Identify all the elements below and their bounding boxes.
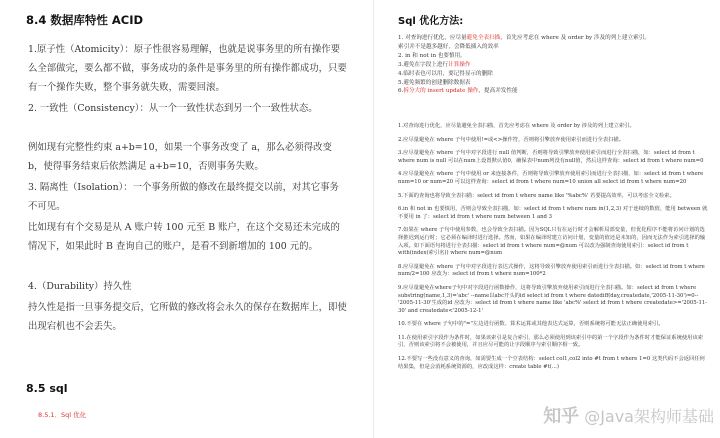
zhihu-watermark: 知乎 @Java架构师基础 (543, 406, 714, 427)
tip-line: 4.临时表也可以用，要记得显示的删除 (398, 70, 493, 77)
para-durability: 持久性是指一旦事务提交后，它所做的修改将会永久的保存在数据库上，即使出现宕机也不会丢失。 (28, 302, 347, 332)
sql-optimization-link[interactable]: 8.5.1．Sql 优化 (38, 411, 87, 419)
optimization-items (398, 123, 710, 377)
list-item: 11.在使用索引字段作为条件时，如果该索引是复合索引，那么必须使用到该索引中的第一个字段作为条件时才能保证系统使用该索引，否则该索引将不会被使用，并且应尽可能的让字段顺序与索引顺序相一致。 (398, 334, 704, 349)
list-item: 4.应尽量避免在 where 子句中使用 or 来连接条件，否则将导致引擎放弃使用索引而进行全表扫描，如：select id from t where num=10 or num=20 可以这样查询：select id from t where num=10 union all select id from t where num=20 (398, 171, 704, 185)
section-title-sql: 8.5 sql (26, 382, 68, 395)
list-item: 2.应尽量避免在 where 子句中使用!=或<>操作符，否则将引擎放弃使用索引而进行全表扫描。 (398, 136, 625, 143)
para-isolation-example: 比如现有有个交易是从 A 账户转 100 元至 B 账户，在这个交易还未完成的情况下，如果此时 B 查询自己的账户，是看不到新增加的 100 元的。 (28, 222, 340, 252)
optimization-tips (398, 34, 708, 96)
tip-line: 2. in 和 not in 也要慎用。 (398, 52, 466, 59)
tip-line: 索引并不是越多越好，会降低插入的效率 (398, 43, 499, 50)
para-consistency-example: 例如现有完整性约束 a+b=10，如果一个事务改变了 a，那么必须得改变 b，使得事务结束后依然满足 a+b=10，否则事务失败。 (28, 142, 332, 172)
sql-optimization-title: Sql 优化方法: (398, 16, 464, 27)
tip-line: 6.拆分大的 insert update 操作，提高并发性能 (398, 88, 518, 95)
list-item: 12.不要写一些没有意义的查询，如需要生成一个空表结构：select col1,col2 into #t from t where 1=0 这类代码不会返回任何结果集，但是会消耗系统资源的，应改成这样：create table #t(...) (398, 356, 705, 370)
para-consistency: 2. 一致性（Consistency）：从一个一致性状态到另一个一致性状态。 (28, 103, 318, 114)
tip-line: 1. 对查询进行优化，应尽量避免全表扫描，首先应考虑在 where 及 order by 涉及的列上建立索引。 (398, 35, 650, 41)
list-item: 8.应尽量避免在 where 子句中对字段进行表达式操作，这将导致引擎放弃使用索引而进行全表扫描。如：select id from t where num/2=100 应改为：select id from t where num=100*2 (398, 263, 705, 278)
list-item: 1.对查询进行优化，应尽量避免全表扫描，首先应考虑在 where 及 order by 涉及的列上建立索引。 (398, 123, 635, 129)
para-isolation: 3. 隔离性（Isolation）：一个事务所做的修改在最终提交以前，对其它事务不可见。 (28, 182, 339, 212)
para-durability-heading: 4.（Durability）持久性 (28, 281, 132, 292)
list-item: 5.下面的查询也将导致全表扫描：select id from t where name like '%abc%' 若要提高效率，可以考虑全文检索。 (398, 192, 675, 199)
list-item: 9.应尽量避免在where子句中对字段进行函数操作，这将导致引擎放弃使用索引而进行全表扫描。如：select id from t where substring(name,1,3)='abc' --name以abc开头的id select id from t where datediff(day,createdate,'2005-11-30')=0--'2005-11-30'生成的id 应改为：select id from t where name like 'abc%' select id from t where createdate>='2005-11-30' and createdate<'2005-12-1' (398, 284, 707, 314)
page-divider (373, 0, 374, 438)
list-item: 3.应尽量避免在 where 子句中对字段进行 null 值判断，否则将导致引擎放弃使用索引而进行全表扫描，如：select id from t where num is null 可以在num上设置默认值0，确保表中num列没有null值，然后这样查询：select id from t where num=0 (398, 150, 704, 164)
list-item: 10.不要在 where 子句中的"="左边进行函数、算术运算或其他表达式运算，否则系统将可能无法正确使用索引。 (398, 321, 664, 328)
tip-line: 5.避免频繁的创建删除数据表 (398, 79, 471, 86)
list-item: 6.in 和 not in 也要慎用，否则会导致全表扫描，如：select id from t where num in(1,2,3) 对于连续的数值，能用 between 就不要用 in 了：select id from t where num between 1 and 3 (398, 206, 708, 220)
list-item: 7.如果在 where 子句中使用参数，也会导致全表扫描。因为SQL只有在运行时才会解析局部变量，但优化程序不能将访问计划的选择推迟到运行时；它必须在编译时进行选择。然而，如果在编译时建立访问计划，变量的值还是未知的，因而无法作为索引选择的输入项。如下面语句将进行全表扫描：select id from t where num=@num 可以改为强制查询使用索引：select id from t with(index(索引名)) where num=@num (398, 227, 706, 257)
section-title-acid: 8.4 数据库特性 ACID (26, 13, 144, 27)
tip-line: 3.避免在字段上进行计算操作 (398, 61, 471, 68)
right-page (376, 0, 720, 438)
para-atomicity: 1.原子性（Atomicity）：原子性很容易理解，也就是说事务里的所有操作要么全部做完，要么都不做，事务成功的条件是事务里的所有操作都成功，只要有一个操作失败，整个事务就失败，需要回滚。 (28, 44, 347, 93)
